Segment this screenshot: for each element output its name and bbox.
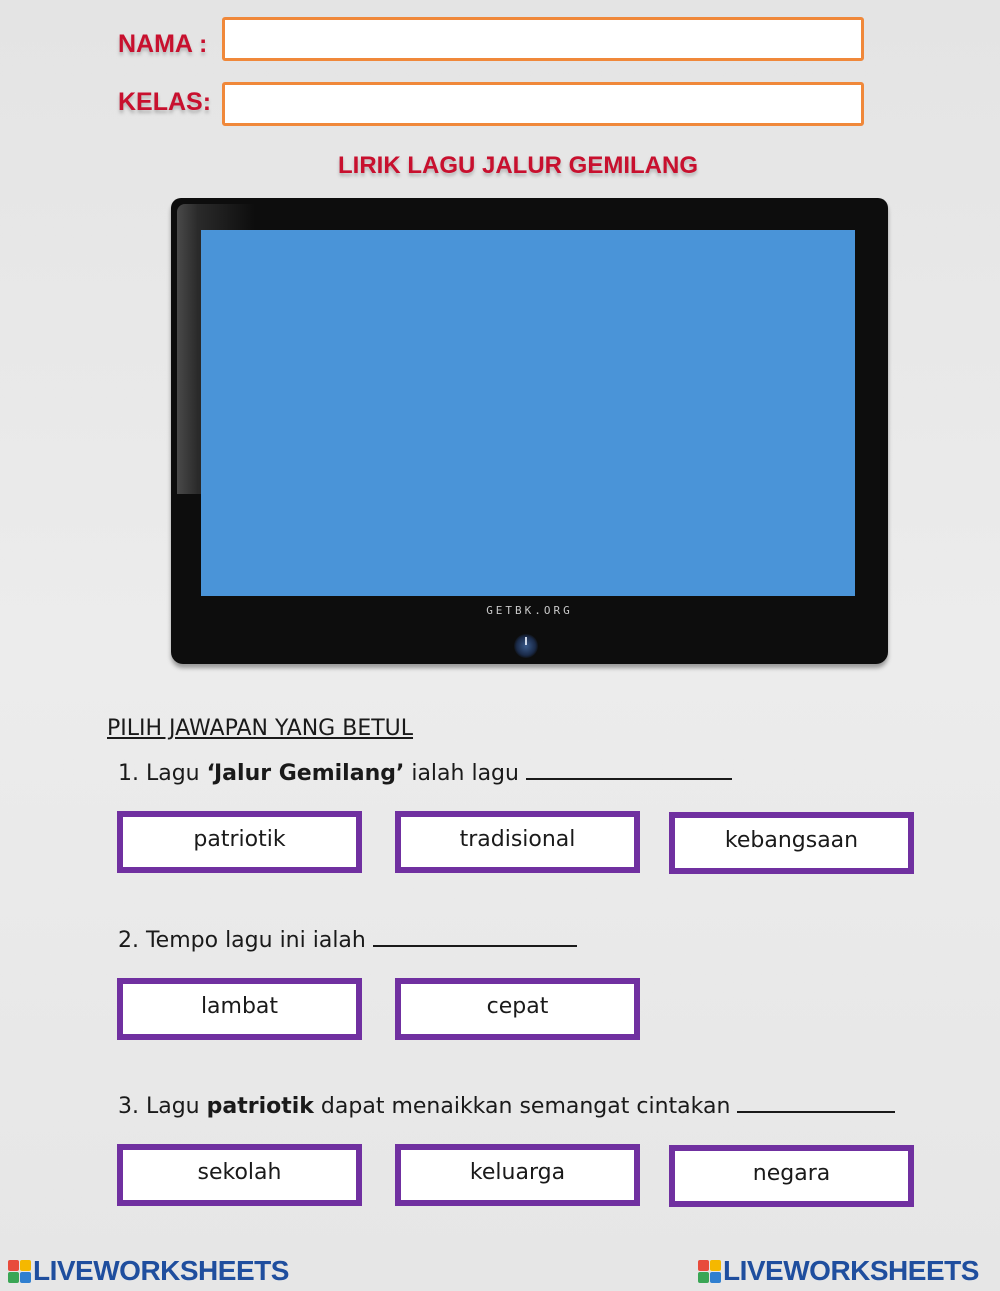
kelas-label: KELAS: xyxy=(118,88,212,116)
liveworksheets-icon xyxy=(8,1260,31,1283)
question-2 xyxy=(118,927,577,953)
logo-text: LIVEWORKSHEETS xyxy=(723,1255,979,1286)
answer-blank xyxy=(737,1093,895,1113)
liveworksheets-icon xyxy=(698,1260,721,1283)
tv-screen[interactable] xyxy=(201,230,855,596)
option-negara[interactable]: negara xyxy=(669,1145,914,1207)
page-title: LIRIK LAGU JALUR GEMILANG xyxy=(338,152,698,179)
nama-input[interactable] xyxy=(222,17,864,61)
question-1-bold: ‘Jalur Gemilang’ xyxy=(206,761,405,786)
question-2-prefix: 2. Tempo lagu ini ialah xyxy=(118,928,373,953)
answer-blank xyxy=(373,927,577,947)
option-patriotik[interactable]: patriotik xyxy=(117,811,362,873)
kelas-input[interactable] xyxy=(222,82,864,126)
tv-frame xyxy=(171,198,888,664)
option-keluarga[interactable]: keluarga xyxy=(395,1144,640,1206)
power-icon xyxy=(514,634,538,658)
answer-blank xyxy=(526,760,732,780)
tv-brand-label: GETBK.ORG xyxy=(486,604,573,617)
option-sekolah[interactable]: sekolah xyxy=(117,1144,362,1206)
option-kebangsaan[interactable]: kebangsaan xyxy=(669,812,914,874)
liveworksheets-logo-left[interactable] xyxy=(8,1255,289,1287)
question-1 xyxy=(118,760,732,786)
option-cepat[interactable]: cepat xyxy=(395,978,640,1040)
question-1-suffix: ialah lagu xyxy=(404,761,526,786)
question-3-suffix: dapat menaikkan semangat cintakan xyxy=(313,1094,738,1119)
question-3 xyxy=(118,1093,895,1119)
question-1-prefix: 1. Lagu xyxy=(118,761,207,786)
logo-text: LIVEWORKSHEETS xyxy=(33,1255,289,1286)
question-3-prefix: 3. Lagu xyxy=(118,1094,207,1119)
question-3-bold: patriotik xyxy=(206,1094,314,1119)
option-tradisional[interactable]: tradisional xyxy=(395,811,640,873)
instruction-heading: PILIH JAWAPAN YANG BETUL xyxy=(107,716,414,741)
option-lambat[interactable]: lambat xyxy=(117,978,362,1040)
liveworksheets-logo-right[interactable] xyxy=(698,1255,979,1287)
nama-label: NAMA : xyxy=(118,30,208,58)
